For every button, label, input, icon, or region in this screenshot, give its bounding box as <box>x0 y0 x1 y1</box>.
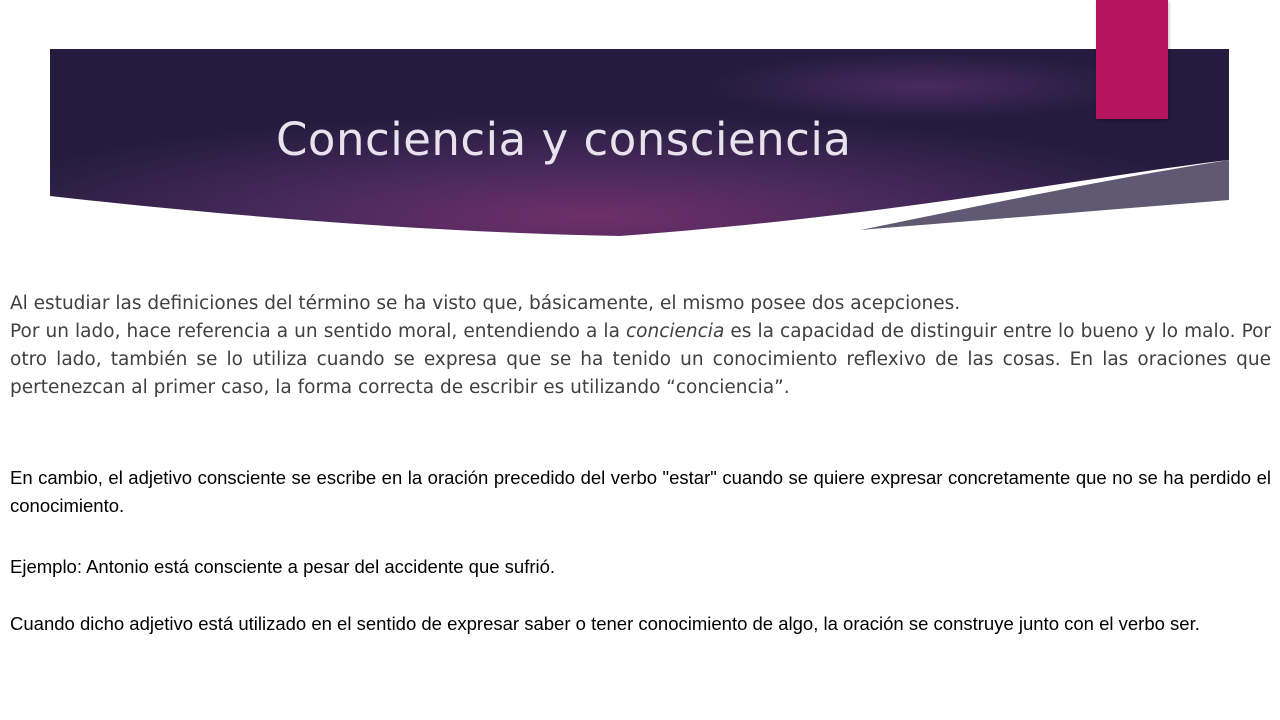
intro-term-italic: conciencia <box>626 321 725 342</box>
slide-title: Conciencia y consciencia <box>276 113 852 166</box>
intro-text-b: es la capacidad de distinguir entre lo bueno y lo malo. Por otro lado, también se lo utiliza cuando se expresa que se ha tenido un conocimiento reflexivo de las cosas. En las oraciones que pertenezcan al primer caso, la forma correcta de escribir es utilizando “conciencia”. <box>10 321 1272 398</box>
paragraph-consciente-ser: Cuando dicho adjetivo está utilizado en el sentido de expresar saber o tener conocimiento de algo, la oración se construye junto con el verbo ser. <box>10 613 1200 634</box>
accent-bar <box>1096 0 1168 119</box>
intro-line-1: Al estudiar las definiciones del término se ha visto que, básicamente, el mismo posee dos acepciones. <box>10 293 961 314</box>
intro-paragraph <box>10 290 1271 402</box>
paragraph-example: Ejemplo: Antonio está consciente a pesar del accidente que sufrió. <box>10 556 556 577</box>
paragraph-consciente-estar: En cambio, el adjetivo consciente se escribe en la oración precedido del verbo "estar" cuando se quiere expresar concretamente que no se ha perdido el conocimiento. <box>10 467 1271 516</box>
intro-text-a: Por un lado, hace referencia a un sentido moral, entendiendo a la <box>10 321 626 342</box>
